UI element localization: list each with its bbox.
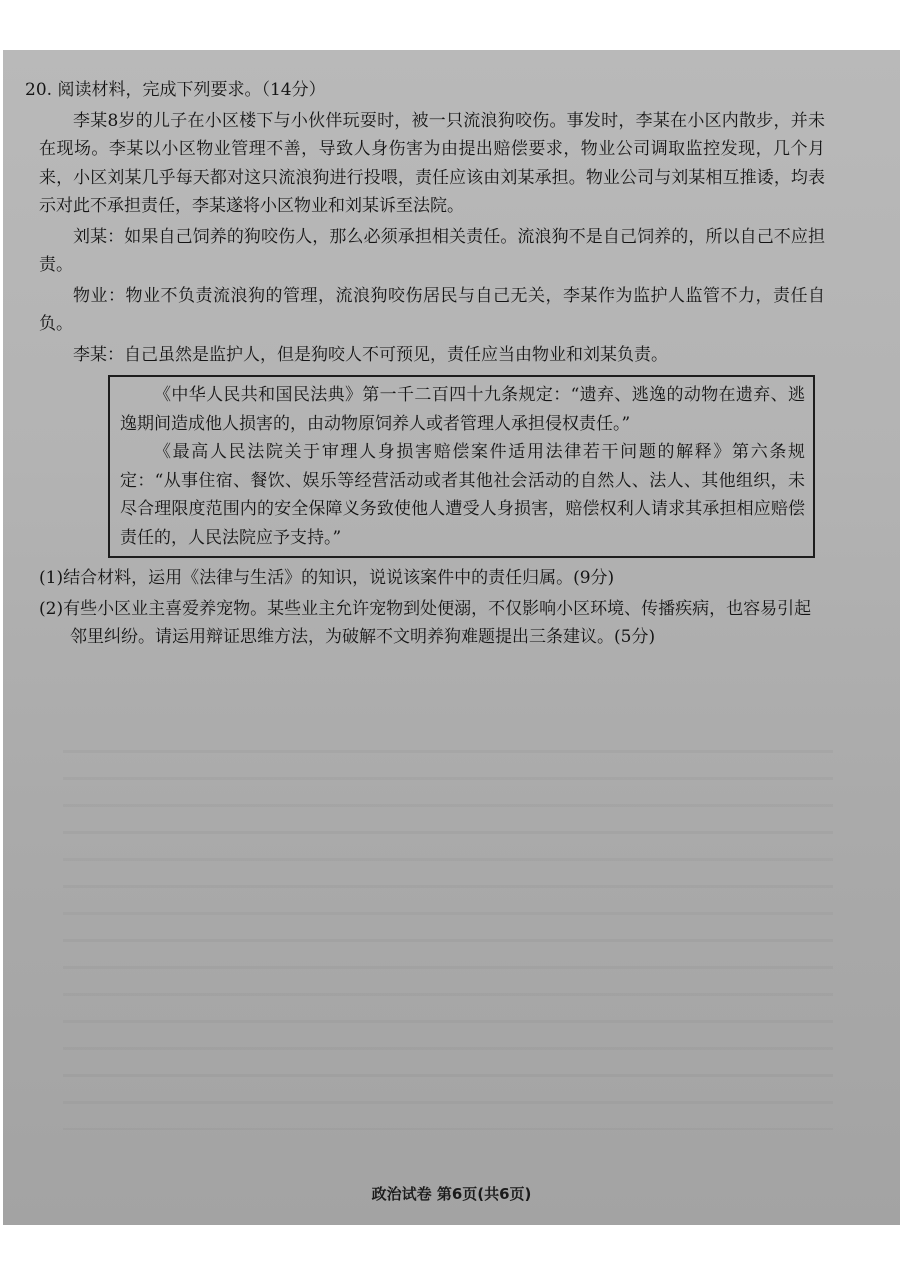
sub-question-1-text: (1)结合材料，运用《法律与生活》的知识，说说该案件中的责任归属。(9分)	[39, 568, 615, 588]
sub-question-1	[39, 564, 825, 593]
scanned-page	[3, 50, 900, 1225]
question-title: 20. 阅读材料，完成下列要求。（14分）	[25, 80, 326, 100]
sub-question-2	[39, 595, 825, 652]
law-judicial-interpretation: 《最高人民法院关于审理人身损害赔偿案件适用法律若干问题的解释》第六条规定：“从事住宿、餐饮、娱乐等经营活动或者其他社会活动的自然人、法人、其他组织，未尽合理限度范围内的安全保障义务致使他人遭受人身损害，赔偿权利人请求其承担相应赔偿责任的，人民法院应予支持。”	[120, 442, 805, 548]
statement-li: 李某：自己虽然是监护人，但是狗咬人不可预见，责任应当由物业和刘某负责。	[73, 344, 668, 365]
sub-question-2-text: (2)有些小区业主喜爱养宠物。某些业主允许宠物到处便溺，不仅影响小区环境、传播疾病，也容易引起邻里纠纷。请运用辩证思维方法，为破解不文明养狗难题提出三条建议。(5分)	[39, 598, 812, 647]
law-civil-code: 《中华人民共和国民法典》第一千二百四十九条规定：“遗弃、逃逸的动物在遗弃、逃逸期间造成他人损害的，由动物原饲养人或者管理人承担侵权责任。”	[120, 385, 805, 434]
page-footer: 政治试卷 第6页(共6页)	[371, 1185, 532, 1203]
statement-property: 物业：物业不负责流浪狗的管理，流浪狗咬伤居民与自己无关，李某作为监护人监管不力，责任自负。	[39, 285, 825, 334]
bleed-through-noise	[63, 750, 833, 1130]
legal-provisions-box	[108, 375, 815, 558]
statement-liu: 刘某：如果自己饲养的狗咬伤人，那么必须承担相关责任。流浪狗不是自己饲养的，所以自己不应担责。	[39, 226, 825, 275]
case-material: 李某8岁的儿子在小区楼下与小伙伴玩耍时，被一只流浪狗咬伤。事发时，李某在小区内散步，并未在现场。李某以小区物业管理不善，导致人身伤害为由提出赔偿要求，物业公司调取监控发现，几个月来，小区刘某几乎每天都对这只流浪狗进行投喂，责任应该由刘某承担。物业公司与刘某相互推诿，均表示对此不承担责任，李某遂将小区物业和刘某诉至法院。	[39, 110, 825, 216]
question-20	[25, 76, 825, 652]
